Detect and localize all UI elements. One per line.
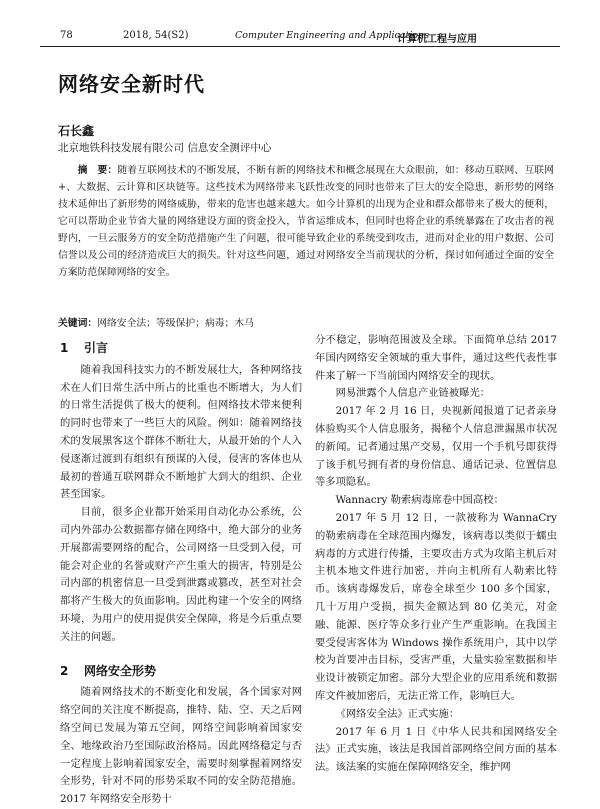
section-2-heading xyxy=(60,663,302,681)
event-paragraph-law: 2017 年 6 月 1 日《中华人民共和国网络安全法》正式实施，该法是我国首部网络空间方面的基本法。该法案的实施在保障网络安全，维护网 xyxy=(315,725,557,774)
event-paragraph-leak: 2017 年 2 月 16 日，央视新闻报道了记者亲身体验购买个人信息服务，揭秘个人信息泄漏黑市状况的新闻。记者通过黑产交易，仅用一个手机号即获得了该手机号拥有者的身份信息、通话记录、位置信息等多项隐私。 xyxy=(315,405,557,489)
event-heading-law: 《网络安全法》正式实施： xyxy=(335,707,460,720)
section-1-title: 引言 xyxy=(84,341,109,355)
section-1-paragraph-2: 目前，很多企业都开始采用自动化办公系统，公司内外部办公数据都存储在网络中，绝大部分的业务开展都需要网络的配合，公司网络一旦受到入侵，可能会对企业的名誉或财产产生重大的损害，特别是公司内部的机密信息一旦受到泄露或篡改，甚至对社会都将产生极大的负面影响。因此构建一个安全的网络环境，为用户的使用提供安全保障，将是今后重点要关注的问题。 xyxy=(60,506,302,643)
section-2-title: 网络安全形势 xyxy=(84,663,157,678)
right-paragraph-continued: 分不稳定，影响范围波及全球。下面简单总结 2017 年国内网络安全领域的重大事件，通过这些代表性事件来了解一下当前国内网络安全的现状。 xyxy=(315,334,557,382)
abstract-text: 随着互联网技术的不断发展，不断有新的网络技术和概念展现在大众眼前，如：移动互联网、互联网+、大数据、云计算和区块链等。这些技术为网络带来飞跃性改变的同时也带来了巨大的安全隐患，新形势的网络技术延伸出了新形势的网络威胁，带来的危害也越来越大。如今计算机的出现为企业和群众都带来了极大的便利，它可以帮助企业节省大量的网络建设方面的资金投入，节省运维成本，但同时也将企业的系统暴露在了攻击者的视野内，一旦云服务方的安全防范措施产生了问题，很可能导致企业的系统受到攻击，进而对企业的用户数据、公司信誉以及公司的经济造成巨大的损失。针对这些问题，通过对网络安全当前现状的分析，探讨如何通过全面的安全方案防范保障网络的安全。 xyxy=(58,165,555,278)
author-name: 石长鑫 xyxy=(58,124,95,138)
event-heading-leak: 网易泄露个人信息产业链被曝光： xyxy=(335,387,491,400)
keywords-text: 网络安全法；等级保护；病毒；木马 xyxy=(97,318,254,329)
right-column xyxy=(315,332,557,777)
section-1-heading xyxy=(60,340,302,358)
abstract-label: 摘 要： xyxy=(77,165,118,176)
event-paragraph-wannacry: 2017 年 5 月 12 日，一款被称为 WannaCry 的勒索病毒在全球范围内爆发，该病毒以类似于蠕虫病毒的方式进行传播，主要攻击方式为攻陷主机后对主机本地文件进行加密，并向主机所有人勒索比特币。该病毒爆发后，席卷全球至少 100 多个国家，几十万用户受损，损失金额达到 80 亿美元，对金融、能源、医疗等众多行业产生严重影响。在我国主要受侵害客体为 Windows 操作系统用户，其中以学校为首要冲击目标，受害严重，大量实验室数据和毕业设计被锁定加密。部分大型企业的应用系统和数据库文件被加密后，无法正常工作，影响巨大。 xyxy=(315,511,557,702)
keywords-label: 关键词： xyxy=(58,318,98,329)
section-1-paragraph-1: 随着我国科技实力的不断发展壮大，各种网络技术在人们日常生活中所占的比重也不断增大，为人们的日常生活提供了极大的便利。但网络技术带来便利的同时也带来了一些巨大的风险。例如：随着网络技术的发展黑客这个群体不断壮大，从最开始的个人入侵逐渐过渡到有组织有预谋的入侵，侵害的客体也从最初的普通互联网群众不断地扩大到大的组织、企业甚至国家。 xyxy=(60,363,302,501)
author-affiliation: 北京地铁科技发展有限公司 信息安全测评中心 xyxy=(58,142,272,154)
journal-name-cn: 计算机工程与应用 xyxy=(397,34,477,45)
section-2-number: 2 xyxy=(60,663,69,678)
article-title: 网络安全新时代 xyxy=(58,72,205,96)
event-heading-wannacry: Wannacry 勒索病毒席卷中国高校： xyxy=(335,494,504,507)
section-2-paragraph-1: 随着网络技术的不断变化和发展，各个国家对网络空间的关注度不断提高，推特、陆、空、天之后网络空间已发展为第五空间，网络空间影响着国家安全、地缘政治乃至国际政治格局。因此网络稳定与否一定程度上影响着国家安全，需要时刻掌握着网络安全形势，针对不同的形势采取不同的安全防范措施。2017 年网络安全形势十 xyxy=(60,686,302,806)
left-column xyxy=(60,336,302,809)
volume-issue: 2018, 54(S2) xyxy=(123,30,189,41)
page-number: 78 xyxy=(60,30,73,41)
journal-name-en: Computer Engineering and Applications xyxy=(235,30,430,41)
abstract xyxy=(58,162,554,281)
running-header xyxy=(40,27,560,47)
section-1-number: 1 xyxy=(60,341,69,355)
keywords xyxy=(58,315,554,329)
